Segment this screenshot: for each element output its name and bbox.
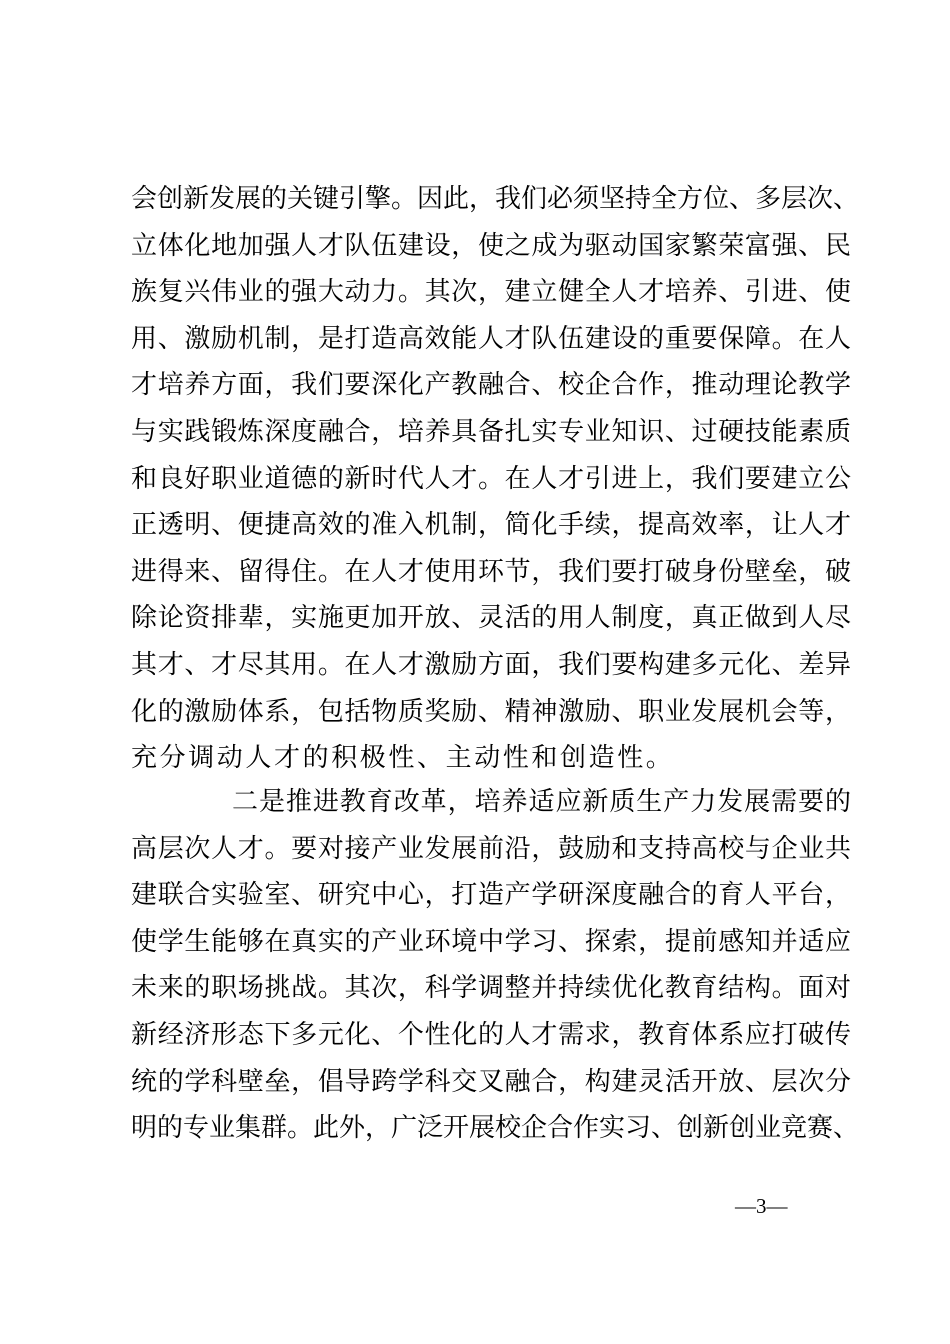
text-line: 化的激励体系，包括物质奖励、精神激励、职业发展机会等， [131, 696, 851, 727]
text-line: 与实践锻炼深度融合，培养具备扎实专业知识、过硬技能素质 [131, 416, 851, 447]
text-line: 才培养方面，我们要深化产教融合、校企合作，推动理论教学 [131, 370, 851, 401]
text-line: 会创新发展的关键引擎。因此，我们必须坚持全方位、多层次、 [131, 184, 860, 214]
text-line: 其才、才尽其用。在人才激励方面，我们要构建多元化、差异 [131, 649, 851, 680]
text-line: 建联合实验室、研究中心，打造产学研深度融合的育人平台， [131, 880, 851, 911]
text-line: 用、激励机制，是打造高效能人才队伍建设的重要保障。在人 [131, 323, 851, 354]
text-line: 高层次人才。要对接产业发展前沿，鼓励和支持高校与企业共 [131, 833, 851, 864]
text-line: 使学生能够在真实的产业环境中学习、探索，提前感知并适应 [131, 926, 851, 957]
text-line: 正透明、便捷高效的准入机制，简化手续，提高效率，让人才 [131, 510, 851, 541]
text-line: 进得来、留得住。在人才使用环节，我们要打破身份壁垒，破 [131, 556, 851, 587]
page-number: —3— [735, 1194, 788, 1218]
text-line: 统的学科壁垒，倡导跨学科交叉融合，构建灵活开放、层次分 [131, 1066, 851, 1097]
text-line: 新经济形态下多元化、个性化的人才需求，教育体系应打破传 [131, 1019, 851, 1050]
text-line: 族复兴伟业的强大动力。其次，建立健全人才培养、引进、使 [131, 277, 851, 308]
paragraph-continued [131, 176, 860, 782]
text-line: 和良好职业道德的新时代人才。在人才引进上，我们要建立公 [131, 463, 851, 494]
text-line-last: 充分调动人才的积极性、主动性和创造性。 [131, 743, 675, 774]
paragraph-two [131, 779, 860, 1152]
text-line: 除论资排辈，实施更加开放、灵活的用人制度，真正做到人尽 [131, 603, 851, 634]
text-line: 未来的职场挑战。其次，科学调整并持续优化教育结构。面对 [131, 973, 851, 1004]
text-line: 明的专业集群。此外，广泛开展校企合作实习、创新创业竞赛、 [131, 1113, 860, 1144]
text-line-first-indented: 二是推进教育改革，培养适应新质生产力发展需要的 [232, 787, 851, 817]
text-line: 立体化地加强人才队伍建设，使之成为驱动国家繁荣富强、民 [131, 230, 851, 261]
